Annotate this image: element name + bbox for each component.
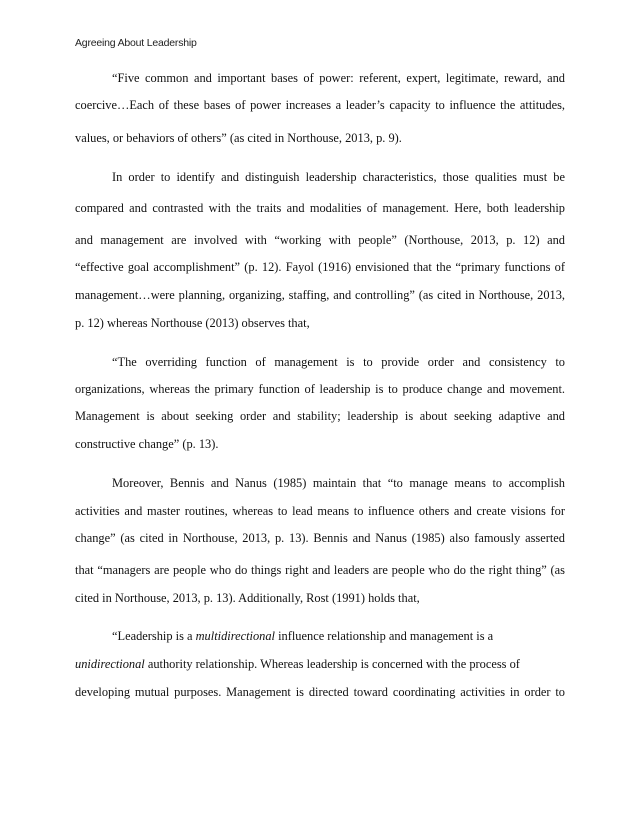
text-line: p. 12) whereas Northouse (2013) observes that, (75, 316, 310, 330)
running-head: Agreeing About Leadership (75, 37, 197, 49)
italic-term: unidirectional (75, 657, 145, 671)
text-line: activities and master routines, whereas to lead means to influence others and create visions for (75, 504, 565, 518)
text-line: cited in Northouse, 2013, p. 13). Additionally, Rost (1991) holds that, (75, 591, 420, 605)
text-segment: influence relationship and management is a (275, 629, 494, 643)
text-segment: authority relationship. Whereas leadership is concerned with the process of (144, 657, 520, 671)
text-line: management…were planning, organizing, staffing, and controlling” (as cited in Northouse, 2013, (75, 288, 565, 302)
text-line: coercive…Each of these bases of power increases a leader’s capacity to influence the attitudes, (75, 98, 565, 112)
text-line: developing mutual purposes. Management is directed toward coordinating activities in order to (75, 685, 565, 699)
text-segment: “Leadership is a (112, 629, 196, 643)
text-line: “The overriding function of management is to provide order and consistency to (112, 355, 565, 369)
text-line: compared and contrasted with the traits and modalities of management. Here, both leadership (75, 201, 565, 215)
text-line (75, 657, 565, 671)
text-line: Management is about seeking order and stability; leadership is about seeking adaptive and (75, 409, 565, 423)
text-line: Moreover, Bennis and Nanus (1985) maintain that “to manage means to accomplish (112, 476, 565, 490)
text-line: “Five common and important bases of power: referent, expert, legitimate, reward, and (112, 71, 565, 85)
text-line: that “managers are people who do things right and leaders are people who do the right thing” (as (75, 563, 565, 577)
italic-term: multidirectional (195, 629, 275, 643)
text-line: “effective goal accomplishment” (p. 12). Fayol (1916) envisioned that the “primary functions of (75, 260, 565, 274)
text-line (112, 629, 565, 643)
text-line: change” (as cited in Northouse, 2013, p. 13). Bennis and Nanus (1985) also famously asserted (75, 531, 565, 545)
text-line: constructive change” (p. 13). (75, 437, 219, 451)
text-line: In order to identify and distinguish leadership characteristics, those qualities must be (112, 170, 565, 184)
text-line: and management are involved with “working with people” (Northouse, 2013, p. 12) and (75, 233, 565, 247)
text-line: values, or behaviors of others” (as cited in Northouse, 2013, p. 9). (75, 131, 402, 145)
text-line: organizations, whereas the primary function of leadership is to produce change and movement. (75, 382, 565, 396)
